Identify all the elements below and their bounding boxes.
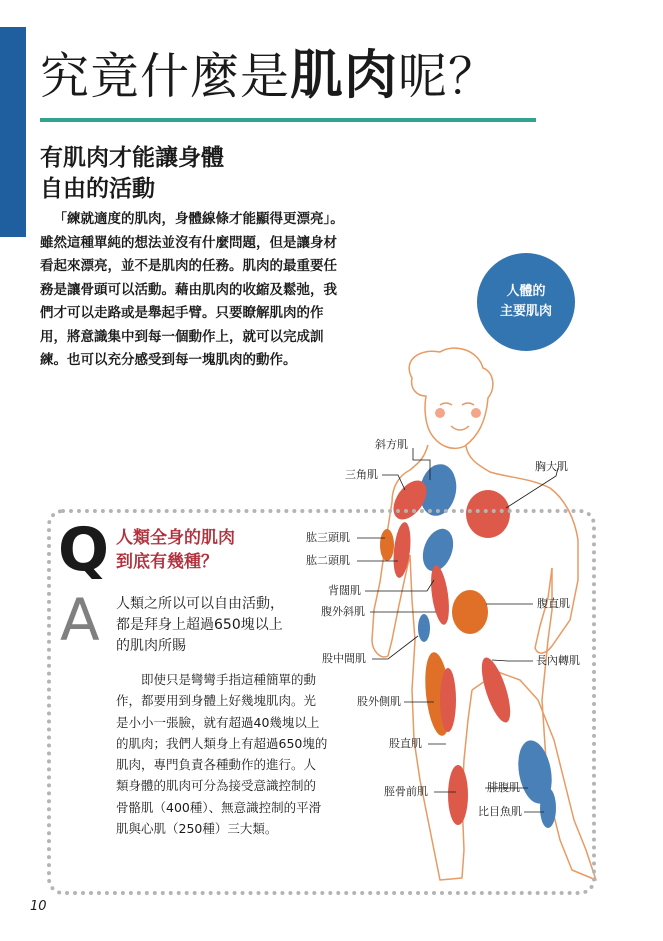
badge-line-1: 人體的	[506, 284, 546, 299]
cheek-right	[471, 408, 481, 418]
label-trapezius: 斜方肌	[375, 438, 408, 451]
label-vastus-lateralis: 股外側肌	[357, 695, 401, 708]
section-subheading	[40, 143, 224, 205]
label-soleus: 比目魚肌	[478, 805, 522, 818]
label-biceps: 肱二頭肌	[306, 554, 350, 567]
figure-badge	[477, 253, 575, 351]
label-gluteus-medius: 股中間肌	[322, 652, 366, 665]
answer-line-3: 的肌肉所賜	[116, 638, 186, 654]
label-adductor-longus: 長內轉肌	[536, 654, 580, 667]
answer-summary	[116, 594, 316, 657]
answer-line-2: 都是拜身上超過650塊以上	[116, 617, 283, 633]
subheading-line-2: 自由的活動	[40, 176, 155, 202]
label-rectus-femoris: 股直肌	[389, 737, 422, 750]
face	[440, 403, 474, 430]
label-gastrocnemius: 腓腹肌	[487, 781, 520, 794]
answer-body: 即使只是彎彎手指這種簡單的動作，都要用到身體上好幾塊肌肉。光是小小一張臉，就有超過40幾塊以上的肌肉；我們人類身上有超過650塊的肌肉，專門負責各種動作的進行。人類身體的肌肉可分為接受意識控制的骨骼肌（400種）、無意識控制的平滑肌與心肌（250種）三大類。	[116, 672, 328, 837]
page-number: 10	[30, 899, 47, 914]
sidebar-accent-bar	[0, 27, 26, 237]
intro-paragraph: 「練就適度的肌肉，身體線條才能顯得更漂亮」。雖然這種單純的想法並沒有什麼問題，但是讓身材看起來漂亮，並不是肌肉的任務。肌肉的最重要任務是讓骨頭可以活動。藉由肌肉的收縮及鬆弛，我們才可以走路或是舉起手臂。只要瞭解肌肉的作用，將意識集中到每一個動作上，就可以完成訓練。也可以充分感受到每一塊肌肉的動作。	[40, 211, 344, 368]
label-latissimus: 背闊肌	[328, 584, 361, 597]
label-pectoralis: 胸大肌	[535, 460, 568, 473]
cheek-left	[435, 408, 445, 418]
label-tibialis: 脛骨前肌	[384, 785, 428, 798]
answer-line-1: 人類之所以可以自由活動，	[116, 596, 284, 612]
label-triceps: 肱三頭肌	[306, 531, 350, 544]
page-title: 究竟什麼是肌肉呢？	[40, 45, 499, 106]
question-line-1: 人類全身的肌肉	[116, 528, 235, 548]
question-line-2: 到底有幾種？	[116, 552, 218, 572]
answer-letter: A	[60, 586, 100, 654]
question-text	[116, 526, 235, 574]
title-underline	[40, 118, 536, 122]
subheading-line-1: 有肌肉才能讓身體	[40, 145, 224, 171]
label-rectus-abdominis: 腹直肌	[537, 597, 570, 610]
badge-line-2: 主要肌肉	[499, 304, 552, 319]
label-oblique: 腹外斜肌	[321, 605, 365, 618]
label-deltoid: 三角肌	[345, 468, 378, 481]
question-letter: Q	[58, 515, 110, 585]
